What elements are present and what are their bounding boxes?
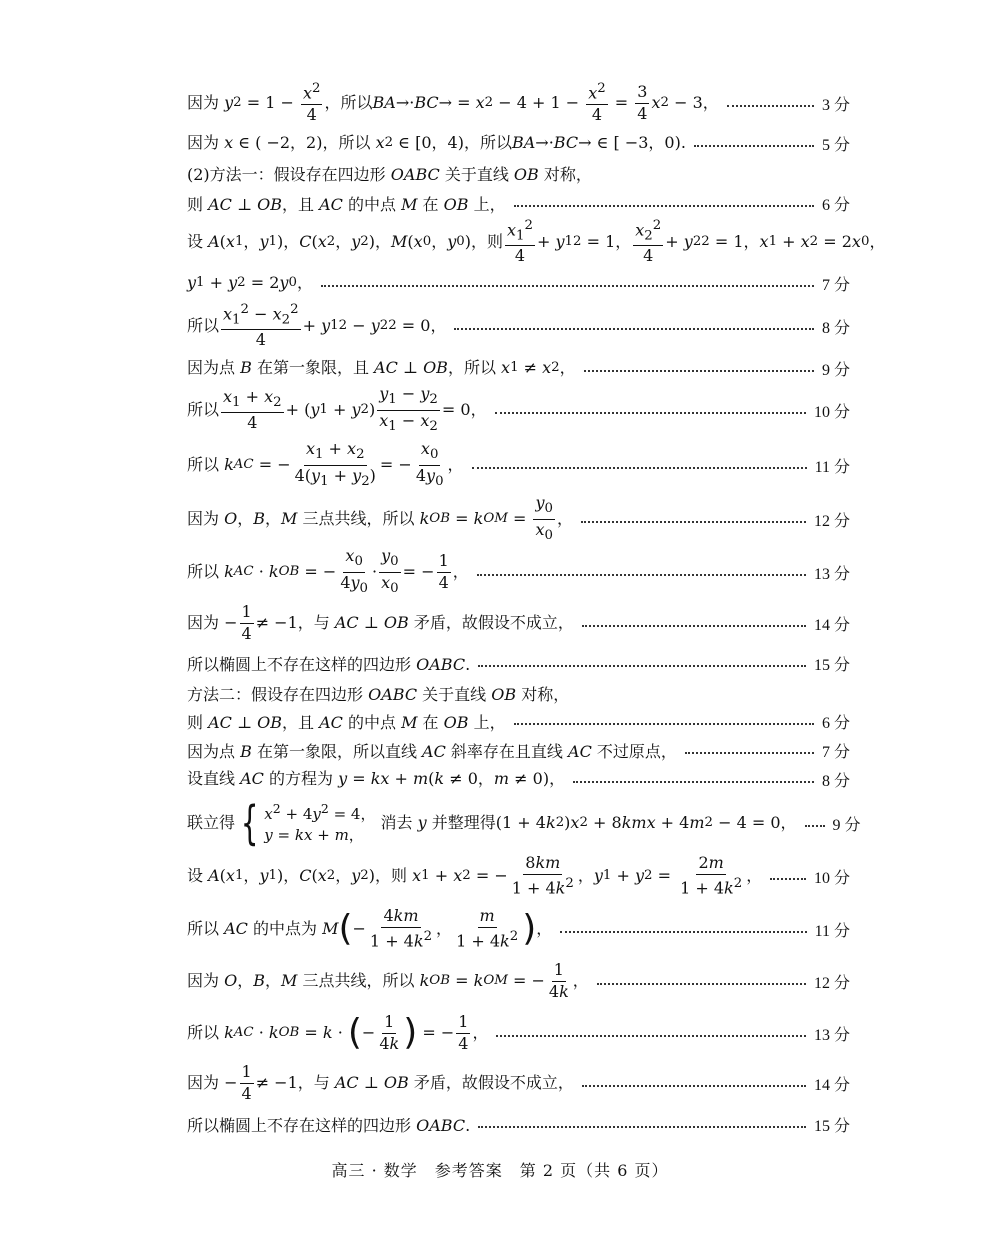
page-footer: 高三 · 数学 参考答案 第 2 页（共 6 页） bbox=[331, 1161, 669, 1180]
line-3 bbox=[187, 190, 850, 216]
leader-dots bbox=[573, 781, 814, 783]
score: 8 分 bbox=[821, 319, 850, 337]
leader-dots bbox=[597, 983, 806, 985]
line-1 bbox=[187, 130, 850, 156]
line-22-text: 所以 k AC · k OB = k · ( − $\frac{1}{4k}$ ) = − $\frac{1}{4}$ ， bbox=[187, 1011, 489, 1053]
leader-dots bbox=[694, 145, 814, 147]
line-7 bbox=[187, 355, 850, 381]
leader-dots bbox=[584, 370, 814, 372]
line-0 bbox=[187, 81, 850, 125]
line-15-text: 则 AC ⊥ OB，且 AC 的中点 M 在 OB 上， bbox=[187, 712, 506, 732]
line-19 bbox=[187, 854, 850, 898]
leader-dots bbox=[478, 665, 806, 667]
score: 6 分 bbox=[821, 714, 850, 732]
line-4 bbox=[187, 217, 886, 266]
score: 14 分 bbox=[813, 1076, 850, 1094]
score: 6 分 bbox=[821, 196, 850, 214]
leader-dots bbox=[770, 878, 806, 880]
line-5 bbox=[187, 270, 850, 296]
leader-dots bbox=[582, 625, 806, 627]
score: 7 分 bbox=[821, 276, 850, 294]
line-8-text: 所以 $\frac{x_1 + x_2}{4}$ + ( y 1 + y 2 ) $\frac{y_1 - y_2}{x_1 - x_2}$ = 0， bbox=[187, 384, 487, 434]
line-14 bbox=[187, 680, 850, 706]
leader-dots bbox=[514, 205, 814, 207]
score: 3 分 bbox=[821, 96, 850, 114]
leader-dots bbox=[514, 723, 814, 725]
score: 7 分 bbox=[821, 743, 850, 761]
line-24-text: 所以椭圆上不存在这样的四边形 OABC. bbox=[187, 1115, 471, 1135]
line-17-text: 设直线 AC 的方程为 y = kx + m ( k ≠ 0， m ≠ 0)， bbox=[187, 769, 566, 788]
leader-dots bbox=[496, 1035, 806, 1037]
line-9-text: 所以 k AC = − $\frac{x_1 + x_2}{4(y_1 + y_2)}$ = − $\frac{x_0}{4y_0}$ ， bbox=[187, 439, 464, 489]
line-2-text: (2)方法一：假设存在四边形 OABC 关于直线 OB 对称， bbox=[187, 164, 592, 184]
leader-dots bbox=[581, 521, 806, 523]
line-12 bbox=[187, 603, 850, 643]
left-brace-icon: { bbox=[240, 796, 259, 850]
line-11 bbox=[187, 546, 850, 596]
leader-dots bbox=[477, 574, 806, 576]
leader-dots bbox=[321, 285, 814, 287]
score: 8 分 bbox=[821, 772, 850, 790]
score: 9 分 bbox=[821, 361, 850, 379]
score: 11 分 bbox=[814, 922, 850, 940]
leader-dots bbox=[454, 328, 814, 330]
line-16 bbox=[187, 737, 850, 763]
line-18-text: 联立得 { $x^2 + 4y^2 = 4$， y = kx + m， 消去 y 并整理得(1 + 4 k 2 ) x 2 + 8 kmx + 4 m 2 − 4 = 0， bbox=[187, 796, 797, 850]
line-10 bbox=[187, 493, 850, 543]
leader-dots bbox=[560, 931, 806, 933]
score: 10 分 bbox=[813, 403, 850, 421]
score: 12 分 bbox=[813, 512, 850, 530]
line-6-text: 所以 $\frac{x_1^2 - x_2^2}{4}$ + y 1 2 − y 2 2 = 0， bbox=[187, 301, 447, 350]
leader-dots bbox=[805, 825, 825, 827]
leader-dots bbox=[495, 412, 806, 414]
line-12-text: 因为 − $\frac{1}{4}$ ≠ −1，与 AC ⊥ OB 矛盾，故假设不成立， bbox=[187, 601, 574, 643]
score: 13 分 bbox=[813, 565, 850, 583]
leader-dots bbox=[472, 467, 807, 469]
line-16-text: 因为点 B 在第一象限，所以直线 AC 斜率存在且直线 AC 不过原点， bbox=[187, 741, 677, 761]
score: 9 分 bbox=[832, 816, 861, 834]
line-23 bbox=[187, 1063, 850, 1103]
line-6 bbox=[187, 301, 850, 350]
leader-dots bbox=[582, 1085, 806, 1087]
line-18 bbox=[187, 796, 861, 850]
line-20-text: 所以 AC 的中点为 M ( − $\frac{4km}{1 + 4k^2}$ ， $\frac{m}{1 + 4k^2}$ ) ， bbox=[187, 906, 553, 951]
score: 10 分 bbox=[813, 869, 850, 887]
line-19-text: 设 A ( x 1 ， y 1 )， C ( x 2 ， y 2 )，则 x 1 + x 2 = − $\frac{8km}{1 + 4k^2}$ ， y 1 + y 2 = $\frac{2m}{1 + 4k^2}$ ， bbox=[187, 853, 763, 898]
line-10-text: 因为 O ， B ， M 三点共线，所以 k OB = k OM = $\frac{y_0}{x_0}$ ， bbox=[187, 493, 574, 543]
score: 11 分 bbox=[814, 458, 850, 476]
line-11-text: 所以 k AC · k OB = − $\frac{x_0}{4y_0}$ · $\frac{y_0}{x_0}$ = − $\frac{1}{4}$ ， bbox=[187, 546, 469, 596]
line-21 bbox=[187, 959, 850, 1003]
line-22 bbox=[187, 1011, 850, 1055]
line-7-text: 因为点 B 在第一象限，且 AC ⊥ OB ，所以 x 1 ≠ x 2 ， bbox=[187, 358, 576, 377]
line-14-text: 方法二：假设存在四边形 OABC 关于直线 OB 对称， bbox=[187, 684, 570, 704]
line-5-text: y 1 + y 2 = 2 y 0 ， bbox=[187, 273, 313, 292]
score: 15 分 bbox=[813, 656, 850, 674]
line-17 bbox=[187, 766, 850, 792]
line-9 bbox=[187, 439, 850, 489]
line-3-text: 则 AC ⊥ OB，且 AC 的中点 M 在 OB 上， bbox=[187, 194, 506, 214]
line-24 bbox=[187, 1111, 850, 1137]
leader-dots bbox=[478, 1126, 806, 1128]
line-20 bbox=[187, 907, 850, 951]
line-15 bbox=[187, 708, 850, 734]
score: 15 分 bbox=[813, 1117, 850, 1135]
leader-dots bbox=[685, 752, 814, 754]
leader-dots bbox=[727, 105, 814, 107]
line-23-text: 因为 − $\frac{1}{4}$ ≠ −1，与 AC ⊥ OB 矛盾，故假设不成立， bbox=[187, 1061, 574, 1103]
line-13-text: 所以椭圆上不存在这样的四边形 OABC. bbox=[187, 654, 471, 674]
line-21-text: 因为 O ， B ， M 三点共线，所以 k OB = k OM = − $\frac{1}{4k}$ ， bbox=[187, 959, 589, 1001]
score: 13 分 bbox=[813, 1026, 850, 1044]
line-4-text: 设 A ( x 1 ， y 1 )， C ( x 2 ， y 2 )， M ( x 0 ， y 0 )，则 $\frac{x_1^2}{4}$ + y 1 2 = 1， $\frac{x_2^2}{4}$ + y 2 2 = 1， x 1 + x 2 = 2 x 0 ， bbox=[187, 217, 886, 266]
line-1-text: 因为 x ∈ ( −2，2)，所以 x 2 ∈ [0，4)，所以 BA →· BC → ∈ [ −3，0). bbox=[187, 133, 686, 152]
score: 12 分 bbox=[813, 974, 850, 992]
line-13 bbox=[187, 650, 850, 676]
line-2 bbox=[187, 160, 850, 186]
score: 5 分 bbox=[821, 136, 850, 154]
line-0-text: 因为 y 2 = 1 − $\frac{x^2}{4}$ ，所以 BA →· BC → = x 2 − 4 + 1 − $\frac{x^2}{4}$ = $\frac{3}{4}$ x 2 − 3， bbox=[187, 81, 719, 125]
line-8 bbox=[187, 384, 850, 434]
score: 14 分 bbox=[813, 616, 850, 634]
